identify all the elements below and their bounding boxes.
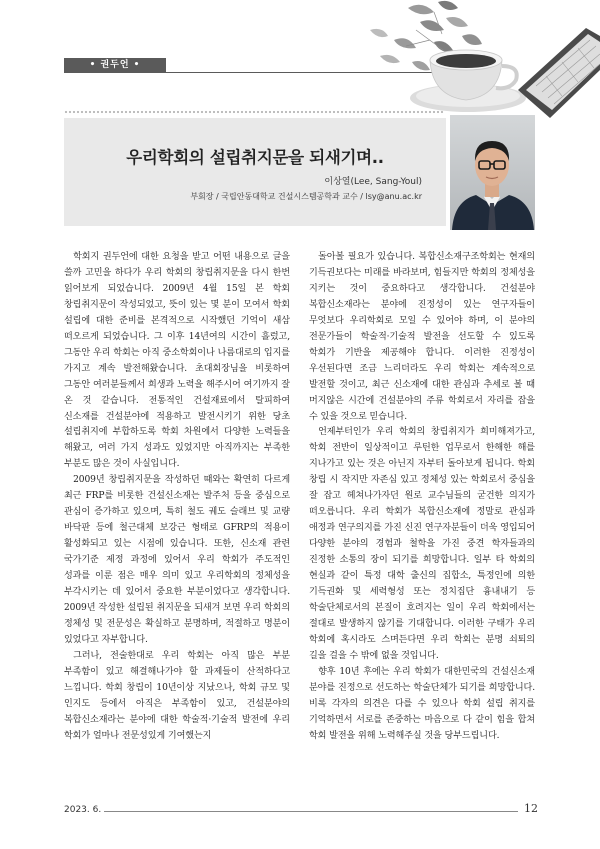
- body-paragraph: 향후 10년 후에는 우리 학회가 대한민국의 건설신소재 분야를 진정으로 선도하는 학술단체가 되기를 희망합니다. 비록 각자의 의견은 다를 수 있으나 학회 설립 취지를 기억하면서 서로를 존중하는 마음으로 다 같이 힘을 합쳐 학회 발전을 위해 노력해주실 것을 당부드립니다.: [309, 666, 535, 741]
- article-title: 우리학회의 설립취지문을 되새기며..: [126, 148, 384, 167]
- author-photo-icon: [450, 115, 535, 230]
- body-column-left: [64, 250, 290, 760]
- author-name: 이상열(Lee, Sang-Youl): [324, 177, 422, 187]
- dotted-divider: [64, 110, 444, 115]
- body-paragraph: 돌아볼 필요가 있습니다. 복합신소재구조학회는 현재의 기득권보다는 미래를 바라보며, 힘들지만 학회의 정체성을 지키는 것이 중요하다고 생각합니다. 건설분야 복합신소재라는 분야에 진정성이 있는 연구자들이 무엇보다 우리학회로 모일 수 있어야 하며, 이 분야의 전문가들이 학술적·기술적 발전을 선도할 수 있도록 학회가 기반을 제공해야 합니다. 이러한 진정성이 우선된다면 조금 느리더라도 우리 학회는 계속적으로 발전할 것이고, 최근 신소재에 대한 관심과 추세로 볼 때 머지않은 시간에 건설분야의 주류 학회로서 자리를 잡을 수 있을 것으로 믿습니다.: [309, 252, 535, 422]
- author-affiliation: 부회장 / 국립안동대학교 건설시스템공학과 교수 / lsy@anu.ac.kr: [190, 192, 422, 201]
- body-paragraph: 언제부터인가 우리 학회의 창립취지가 희미해져가고, 학회 전반이 일상적이고 루틴한 업무로서 한해한 해를 지나가고 있는 것은 아닌지 자부터 돌아보게 됩니다. 학회 창립 시 작지만 자존심 있고 정체성 있는 학회로서 중심을 잘 잡고 헤쳐나가자던 원로 교수님들의 굳건한 의지가 떠오릅니다. 우리 학회가 복합신소재에 정말로 관심과 애정과 연구의지를 가진 신진 연구자분들이 더욱 영입되어 다양한 분야의 경험과 철학을 가진 중견 학자들과의 진정한 소통의 장이 되기를 희망합니다. 일부 타 학회의 현실과 같이 특정 대학 출신의 집합소, 특정인에 의한 기득권화 및 세력형성 또는 정치집단 흉내내기 등 학술단체로서의 본질이 흐려지는 일이 우리 학회에서는 절대로 발생하지 않기를 기대합니다. 이러한 구태가 우리 학회에 혹시라도 스며든다면 우리 학회는 분명 쇠퇴의 길을 걸을 수 밖에 없을 것입니다.: [309, 427, 535, 661]
- title-box: [64, 118, 446, 226]
- footer-divider: [104, 811, 518, 812]
- body-paragraph: 학회지 권두언에 대한 요청을 받고 어떤 내용으로 글을 쓸까 고민을 하다가 우리 학회의 창립취지문을 다시 한번 읽어보게 되었습니다. 2009년 4월 15일 본 학회 창립취지문이 작성되었고, 뜻이 있는 몇 분이 모여서 학회 설립에 대한 준비를 본격적으로 시작했던 기억이 새삼 떠오르게 되었습니다. 그 이후 14년여의 시간이 흘렀고, 그동안 우리 학회는 아직 중소학회이나 나름대로의 입지를 가지고 계속 발전해왔습니다. 초대회장님을 비롯하여 그동안 여러분들께서 희생과 노력을 해주시어 여기까지 잘 온 것 같습니다. 전통적인 건설재료에서 탈피하여 신소재를 건설분야에 적용하고 발전시키기 위한 당초 설립취지에 부합하도록 학회 차원에서 다양한 노력들을 해왔고, 여러 가지 성과도 있었지만 아직까지는 부족한 부분도 많은 것이 사실입니다.: [64, 252, 290, 470]
- body-column-right: [309, 250, 535, 760]
- page-number: 12: [524, 802, 538, 815]
- issue-date: 2023. 6.: [64, 805, 102, 815]
- section-label: • 권두언 •: [64, 58, 166, 73]
- coffee-keyboard-decoration-icon: [350, 0, 600, 125]
- body-paragraph: 2009년 창립취지문을 작성하던 때와는 확연히 다르게 최근 FRP를 비롯한 건설신소재는 발주처 등을 중심으로 관심이 증가하고 있으며, 특히 철도 궤도 슬래브 및 교량 바닥판 등에 철근대체 보강근 형태로 GFRP의 적용이 활성화되고 있는 시점에 있습니다. 또한, 신소재 관련 국가기준 제정 과정에 있어서 우리 학회가 주도적인 성과를 이룬 점은 매우 의미 있고 우리학회의 정체성을 부각시키는 데 있어서 중요한 부분이었다고 생각합니다. 2009년 작성한 설립된 취지문을 되새겨 보면 우리 학회의 정체성 및 전문성은 확실하고 분명하며, 적절하고 명분이 있었다고 자부합니다.: [64, 475, 290, 645]
- body-paragraph: 그러나, 전술한대로 우리 학회는 아직 많은 부분 부족함이 있고 해결해나가야 할 과제들이 산적하다고 느낍니다. 학회 창립이 10년이상 지났으나, 학회 규모 및 인지도 등에서 아직은 부족함이 있고, 건설분야의 복합신소재라는 분야에 대한 학술적·기술적 발전에 우리 학회가 얼마나 전문성있게 기여했는지: [64, 650, 290, 741]
